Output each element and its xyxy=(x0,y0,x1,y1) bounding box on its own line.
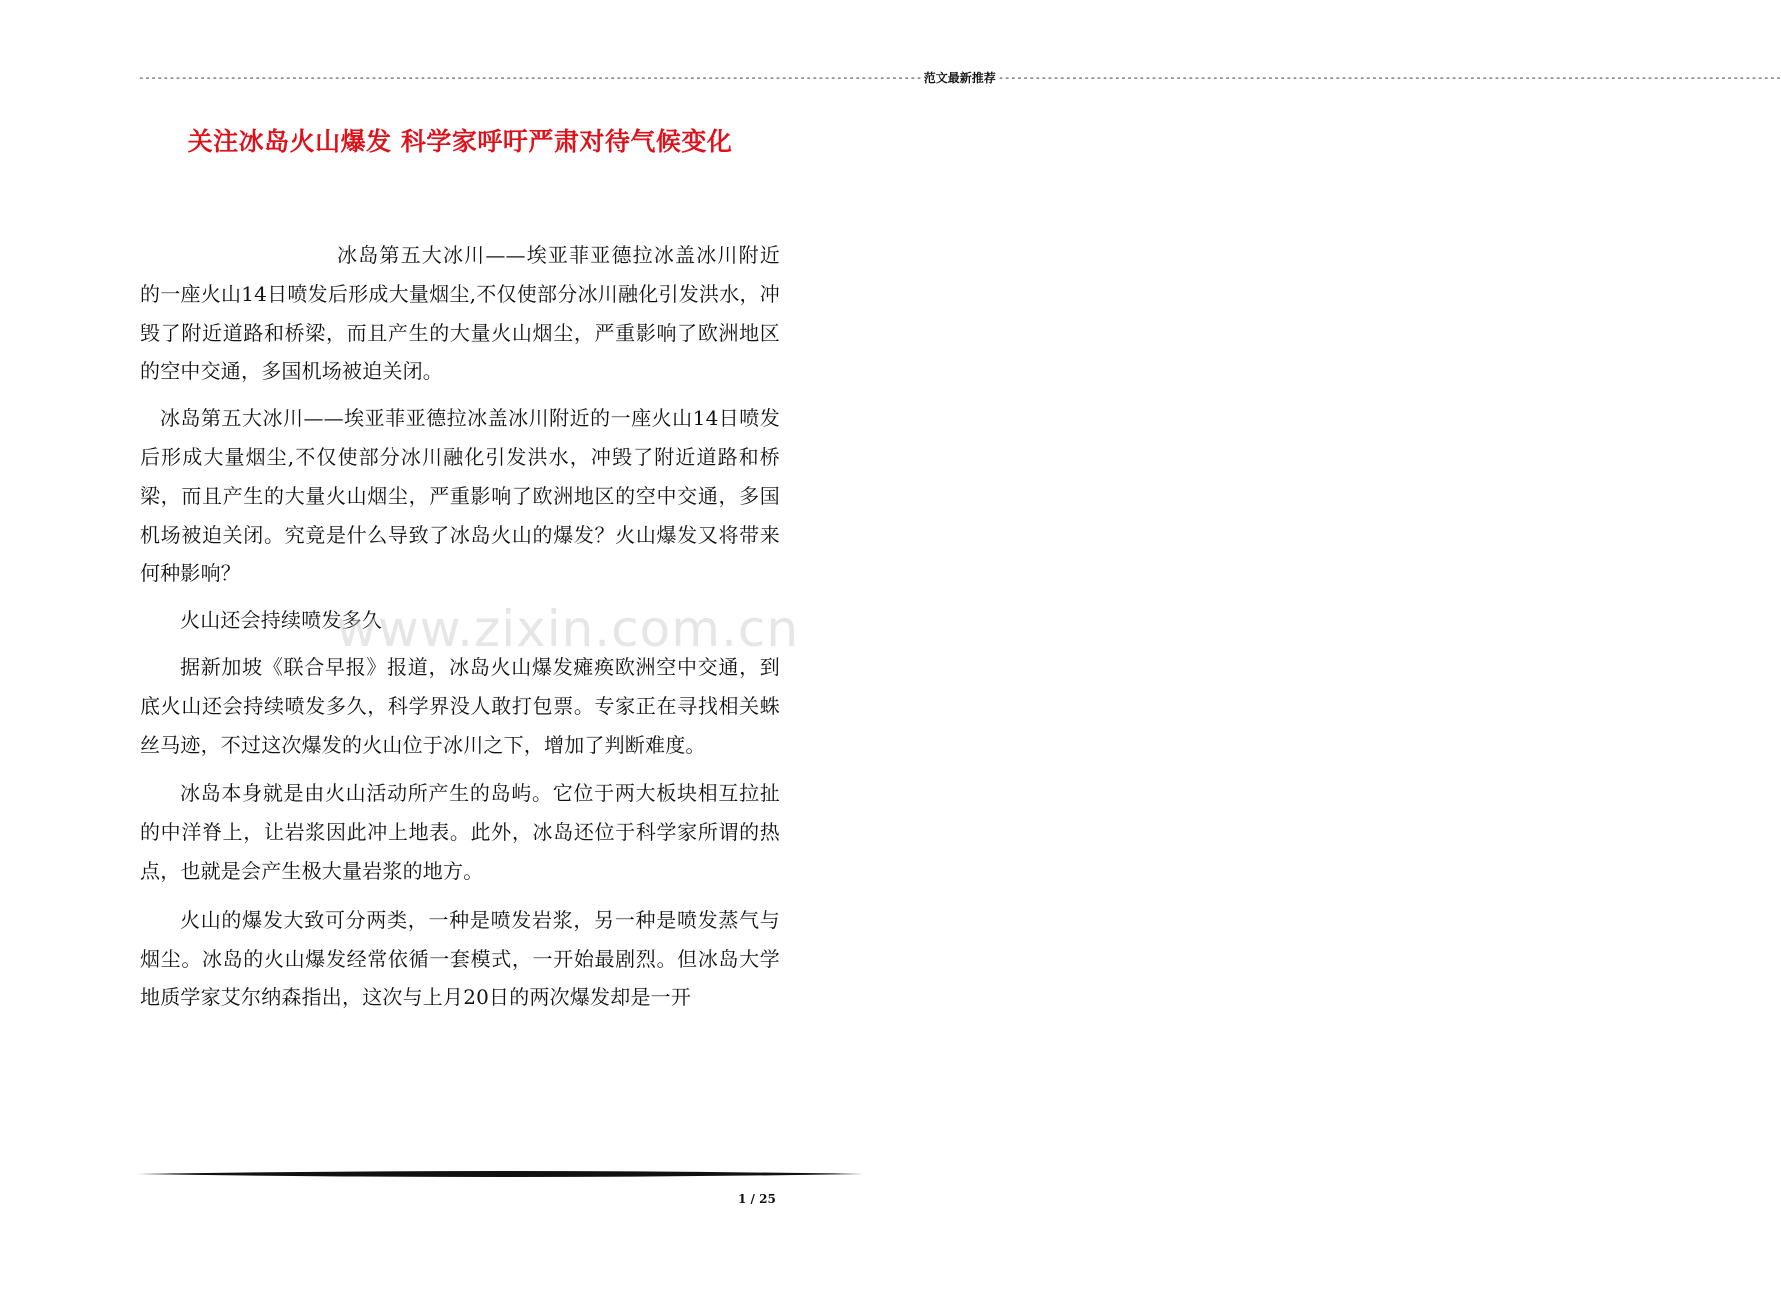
footer-rule xyxy=(138,1169,864,1179)
paragraph-1: 冰岛第五大冰川——埃亚菲亚德拉冰盖冰川附近的一座火山14日喷发后形成大量烟尘,不仅使部分冰川融化引发洪水，冲毁了附近道路和桥梁，而且产生的大量火山烟尘，严重影响了欧洲地区的空中交通，多国机场被迫关闭。 xyxy=(140,243,780,384)
article-body xyxy=(140,236,780,1017)
page-header xyxy=(138,68,1781,88)
paragraph-4: 冰岛本身就是由火山活动所产生的岛屿。它位于两大板块相互拉扯的中洋脊上，让岩浆因此冲上地表。此外，冰岛还位于科学家所谓的热点，也就是会产生极大量岩浆的地方。 xyxy=(140,781,780,883)
paragraph-5: 火山的爆发大致可分两类，一种是喷发岩浆，另一种是喷发蒸气与烟尘。冰岛的火山爆发经常依循一套模式，一开始最剧烈。但冰岛大学地质学家艾尔纳森指出，这次与上月20日的两次爆发却是一开 xyxy=(140,907,780,1010)
paragraph-2: 冰岛第五大冰川——埃亚菲亚德拉冰盖冰川附近的一座火山14日喷发后形成大量烟尘,不仅使部分冰川融化引发洪水，冲毁了附近道路和桥梁，而且产生的大量火山烟尘，严重影响了欧洲地区的空中交通，多国机场被迫关闭。究竟是什么导致了冰岛火山的爆发？火山爆发又将带来何种影响？ xyxy=(140,406,780,586)
paragraph-3: 据新加坡《联合早报》报道，冰岛火山爆发瘫痪欧洲空中交通，到底火山还会持续喷发多久，科学界没人敢打包票。专家正在寻找相关蛛丝马迹，不过这次爆发的火山位于冰川之下，增加了判断难度。 xyxy=(140,654,780,757)
header-dashes-right: -------------------------------------------------------------------------------------------------------------------------------- xyxy=(997,71,1781,84)
header-dashes-left: -------------------------------------------------------------------------------------------------------------------------------- xyxy=(138,71,922,84)
header-label: 范文最新推荐 xyxy=(923,71,996,85)
page-number: 1 / 25 xyxy=(738,1192,776,1206)
watermark: www.zixin.com.cn xyxy=(336,600,800,658)
document-title: 关注冰岛火山爆发 科学家呼吁严肃对待气候变化 xyxy=(187,127,733,156)
section-heading: 火山还会持续喷发多久 xyxy=(180,608,382,633)
